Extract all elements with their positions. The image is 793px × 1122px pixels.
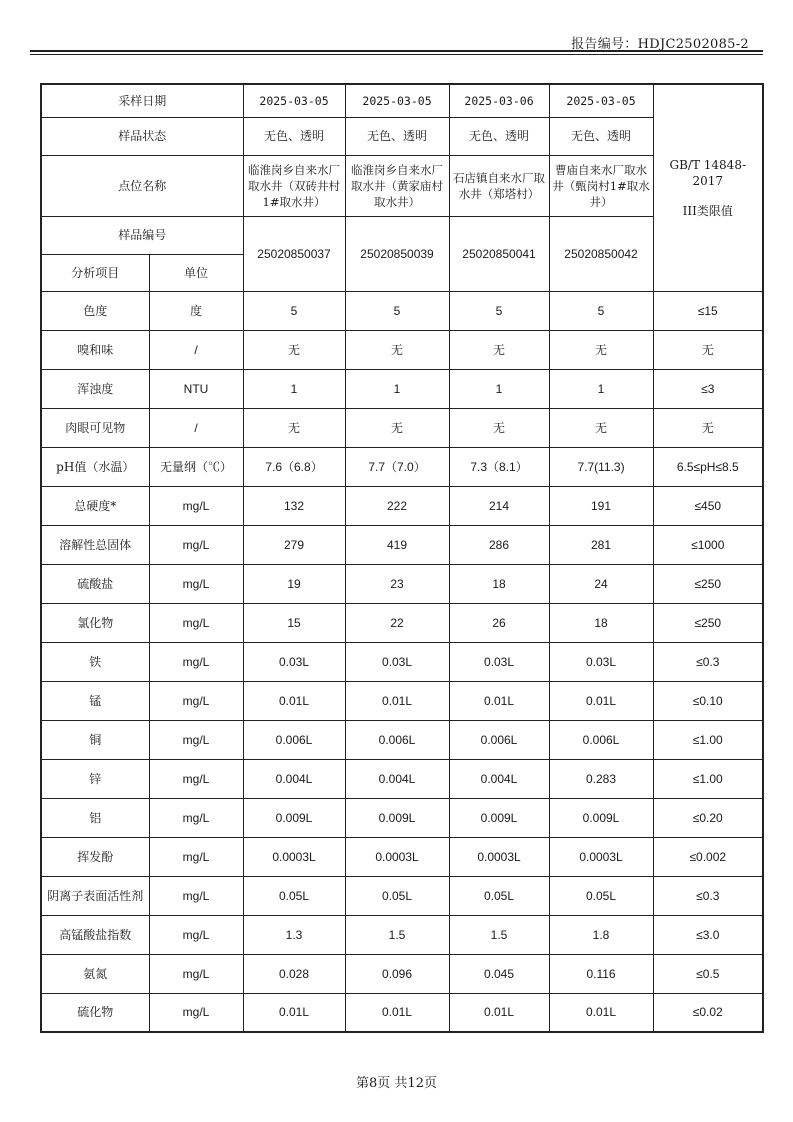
analysis-item: 高锰酸盐指数 bbox=[41, 915, 149, 954]
result-row bbox=[41, 759, 763, 798]
sample-2-value: 222 bbox=[345, 486, 449, 525]
sample-3-value: 7.3（8.1） bbox=[449, 447, 549, 486]
sample-2-date: 2025-03-05 bbox=[345, 84, 449, 117]
result-row bbox=[41, 564, 763, 603]
sample-3-value: 0.0003L bbox=[449, 837, 549, 876]
sample-1-value: 15 bbox=[243, 603, 345, 642]
standard-limit-header bbox=[653, 84, 763, 291]
limit-value: ≤1.00 bbox=[653, 759, 763, 798]
unit: mg/L bbox=[149, 564, 243, 603]
result-row bbox=[41, 291, 763, 330]
result-row bbox=[41, 408, 763, 447]
limit-value: ≤250 bbox=[653, 564, 763, 603]
sample-3-value: 无 bbox=[449, 408, 549, 447]
unit: mg/L bbox=[149, 681, 243, 720]
result-row bbox=[41, 369, 763, 408]
sample-2-value: 无 bbox=[345, 408, 449, 447]
analysis-item: 色度 bbox=[41, 291, 149, 330]
analysis-item: 肉眼可见物 bbox=[41, 408, 149, 447]
unit: NTU bbox=[149, 369, 243, 408]
sample-3-value: 0.05L bbox=[449, 876, 549, 915]
sample-2-value: 5 bbox=[345, 291, 449, 330]
sample-2-value: 1.5 bbox=[345, 915, 449, 954]
sample-4-code: 25020850042 bbox=[549, 216, 653, 291]
sample-4-value: 0.116 bbox=[549, 954, 653, 993]
sample-3-value: 0.03L bbox=[449, 642, 549, 681]
sample-4-value: 281 bbox=[549, 525, 653, 564]
sample-3-value: 1.5 bbox=[449, 915, 549, 954]
result-row bbox=[41, 720, 763, 759]
sample-2-value: 0.096 bbox=[345, 954, 449, 993]
sample-1-value: 1.3 bbox=[243, 915, 345, 954]
sample-1-site: 临淮岗乡自来水厂取水井（双砖井村1#取水井） bbox=[243, 155, 345, 216]
sample-1-value: 0.006L bbox=[243, 720, 345, 759]
unit: 无量纲（℃） bbox=[149, 447, 243, 486]
sample-4-value: 1 bbox=[549, 369, 653, 408]
sample-2-code: 25020850039 bbox=[345, 216, 449, 291]
sample-4-value: 无 bbox=[549, 408, 653, 447]
label-sampling-date: 采样日期 bbox=[41, 84, 243, 117]
sample-1-value: 0.05L bbox=[243, 876, 345, 915]
unit: 度 bbox=[149, 291, 243, 330]
sample-2-site: 临淮岗乡自来水厂取水井（黄家庙村取水井） bbox=[345, 155, 449, 216]
sample-1-value: 279 bbox=[243, 525, 345, 564]
analysis-item: 挥发酚 bbox=[41, 837, 149, 876]
unit: mg/L bbox=[149, 486, 243, 525]
result-row bbox=[41, 876, 763, 915]
sample-4-value: 0.0003L bbox=[549, 837, 653, 876]
result-row bbox=[41, 681, 763, 720]
result-row bbox=[41, 330, 763, 369]
sample-4-state: 无色、透明 bbox=[549, 117, 653, 155]
sample-1-value: 7.6（6.8） bbox=[243, 447, 345, 486]
analysis-item: 硫酸盐 bbox=[41, 564, 149, 603]
label-sample-number: 样品编号 bbox=[41, 216, 243, 254]
analysis-item: pH值（水温） bbox=[41, 447, 149, 486]
sample-3-code: 25020850041 bbox=[449, 216, 549, 291]
result-row bbox=[41, 798, 763, 837]
analysis-item: 总硬度* bbox=[41, 486, 149, 525]
sample-3-state: 无色、透明 bbox=[449, 117, 549, 155]
sample-4-value: 无 bbox=[549, 330, 653, 369]
sample-4-value: 1.8 bbox=[549, 915, 653, 954]
result-row bbox=[41, 486, 763, 525]
unit: / bbox=[149, 330, 243, 369]
sample-1-date: 2025-03-05 bbox=[243, 84, 345, 117]
limit-value: 无 bbox=[653, 408, 763, 447]
limit-value: ≤0.5 bbox=[653, 954, 763, 993]
analysis-item: 氨氮 bbox=[41, 954, 149, 993]
sample-3-value: 18 bbox=[449, 564, 549, 603]
sample-2-value: 0.05L bbox=[345, 876, 449, 915]
sample-1-code: 25020850037 bbox=[243, 216, 345, 291]
analysis-item: 锰 bbox=[41, 681, 149, 720]
sample-1-value: 0.009L bbox=[243, 798, 345, 837]
sample-3-value: 0.004L bbox=[449, 759, 549, 798]
limit-value: 6.5≤pH≤8.5 bbox=[653, 447, 763, 486]
limit-value: ≤3.0 bbox=[653, 915, 763, 954]
limit-value: ≤0.002 bbox=[653, 837, 763, 876]
analysis-item: 铜 bbox=[41, 720, 149, 759]
sample-1-value: 132 bbox=[243, 486, 345, 525]
label-unit: 单位 bbox=[149, 254, 243, 291]
limit-value: ≤0.10 bbox=[653, 681, 763, 720]
label-site-name: 点位名称 bbox=[41, 155, 243, 216]
result-row bbox=[41, 603, 763, 642]
limit-value: ≤15 bbox=[653, 291, 763, 330]
sample-2-value: 0.01L bbox=[345, 681, 449, 720]
sample-3-value: 214 bbox=[449, 486, 549, 525]
unit: mg/L bbox=[149, 798, 243, 837]
sample-1-value: 0.01L bbox=[243, 993, 345, 1032]
limit-value: ≤0.20 bbox=[653, 798, 763, 837]
sample-2-value: 0.0003L bbox=[345, 837, 449, 876]
sample-3-value: 0.01L bbox=[449, 681, 549, 720]
sample-4-value: 0.01L bbox=[549, 993, 653, 1032]
standard-year: 2017 bbox=[692, 173, 724, 188]
sample-1-value: 无 bbox=[243, 330, 345, 369]
limit-value: ≤1000 bbox=[653, 525, 763, 564]
sample-1-value: 5 bbox=[243, 291, 345, 330]
analysis-item: 锌 bbox=[41, 759, 149, 798]
sample-3-value: 1 bbox=[449, 369, 549, 408]
unit: mg/L bbox=[149, 642, 243, 681]
standard-code: GB/T 14848- bbox=[669, 157, 747, 172]
unit: mg/L bbox=[149, 603, 243, 642]
analysis-item: 溶解性总固体 bbox=[41, 525, 149, 564]
analysis-item: 浑浊度 bbox=[41, 369, 149, 408]
unit: mg/L bbox=[149, 837, 243, 876]
result-row bbox=[41, 915, 763, 954]
sample-4-value: 18 bbox=[549, 603, 653, 642]
sample-1-value: 0.004L bbox=[243, 759, 345, 798]
sample-3-value: 26 bbox=[449, 603, 549, 642]
result-row bbox=[41, 525, 763, 564]
sample-3-value: 0.01L bbox=[449, 993, 549, 1032]
analysis-item: 氯化物 bbox=[41, 603, 149, 642]
result-row bbox=[41, 447, 763, 486]
sample-3-value: 0.009L bbox=[449, 798, 549, 837]
unit: mg/L bbox=[149, 759, 243, 798]
analysis-results-table bbox=[40, 83, 764, 1033]
limit-value: ≤1.00 bbox=[653, 720, 763, 759]
sample-4-site: 曹庙自来水厂取水井（甄岗村1#取水井） bbox=[549, 155, 653, 216]
unit: mg/L bbox=[149, 525, 243, 564]
sample-4-value: 0.03L bbox=[549, 642, 653, 681]
unit: mg/L bbox=[149, 876, 243, 915]
sample-4-value: 0.283 bbox=[549, 759, 653, 798]
sample-3-site: 石店镇自来水厂取水井（郑塔村） bbox=[449, 155, 549, 216]
sample-2-value: 0.006L bbox=[345, 720, 449, 759]
report-number: 报告编号：HDJC2502085-2 bbox=[571, 37, 749, 52]
sample-1-value: 无 bbox=[243, 408, 345, 447]
sample-3-value: 0.006L bbox=[449, 720, 549, 759]
row-sampling-date bbox=[41, 84, 763, 117]
analysis-item: 嗅和味 bbox=[41, 330, 149, 369]
limit-value: 无 bbox=[653, 330, 763, 369]
sample-1-state: 无色、透明 bbox=[243, 117, 345, 155]
sample-2-value: 419 bbox=[345, 525, 449, 564]
sample-4-value: 0.05L bbox=[549, 876, 653, 915]
standard-class: III类限值 bbox=[682, 203, 733, 218]
result-row bbox=[41, 837, 763, 876]
sample-3-value: 286 bbox=[449, 525, 549, 564]
sample-1-value: 1 bbox=[243, 369, 345, 408]
sample-2-value: 无 bbox=[345, 330, 449, 369]
analysis-item: 阴离子表面活性剂 bbox=[41, 876, 149, 915]
unit: mg/L bbox=[149, 915, 243, 954]
sample-2-value: 23 bbox=[345, 564, 449, 603]
sample-2-value: 1 bbox=[345, 369, 449, 408]
limit-value: ≤250 bbox=[653, 603, 763, 642]
limit-value: ≤3 bbox=[653, 369, 763, 408]
sample-1-value: 0.0003L bbox=[243, 837, 345, 876]
analysis-item: 硫化物 bbox=[41, 993, 149, 1032]
unit: / bbox=[149, 408, 243, 447]
sample-4-value: 5 bbox=[549, 291, 653, 330]
sample-2-value: 0.009L bbox=[345, 798, 449, 837]
limit-value: ≤450 bbox=[653, 486, 763, 525]
sample-2-state: 无色、透明 bbox=[345, 117, 449, 155]
sample-1-value: 0.028 bbox=[243, 954, 345, 993]
unit: mg/L bbox=[149, 993, 243, 1032]
sample-4-value: 0.006L bbox=[549, 720, 653, 759]
sample-2-value: 0.03L bbox=[345, 642, 449, 681]
limit-value: ≤0.3 bbox=[653, 642, 763, 681]
sample-1-value: 0.03L bbox=[243, 642, 345, 681]
sample-3-date: 2025-03-06 bbox=[449, 84, 549, 117]
sample-3-value: 5 bbox=[449, 291, 549, 330]
sample-2-value: 0.01L bbox=[345, 993, 449, 1032]
sample-1-value: 0.01L bbox=[243, 681, 345, 720]
result-row bbox=[41, 993, 763, 1032]
unit: mg/L bbox=[149, 954, 243, 993]
sample-4-value: 191 bbox=[549, 486, 653, 525]
sample-2-value: 0.004L bbox=[345, 759, 449, 798]
sample-4-value: 0.01L bbox=[549, 681, 653, 720]
sample-3-value: 0.045 bbox=[449, 954, 549, 993]
analysis-item: 铁 bbox=[41, 642, 149, 681]
page-footer: 第8页 共12页 bbox=[356, 1076, 437, 1091]
result-row bbox=[41, 954, 763, 993]
label-sample-state: 样品状态 bbox=[41, 117, 243, 155]
result-row bbox=[41, 642, 763, 681]
limit-value: ≤0.3 bbox=[653, 876, 763, 915]
header-rule bbox=[30, 50, 763, 52]
sample-4-value: 24 bbox=[549, 564, 653, 603]
header-rule-thin bbox=[30, 54, 763, 55]
sample-1-value: 19 bbox=[243, 564, 345, 603]
sample-2-value: 22 bbox=[345, 603, 449, 642]
analysis-item: 铝 bbox=[41, 798, 149, 837]
sample-2-value: 7.7（7.0） bbox=[345, 447, 449, 486]
label-analysis-item: 分析项目 bbox=[41, 254, 149, 291]
sample-4-value: 7.7(11.3) bbox=[549, 447, 653, 486]
sample-4-value: 0.009L bbox=[549, 798, 653, 837]
limit-value: ≤0.02 bbox=[653, 993, 763, 1032]
sample-3-value: 无 bbox=[449, 330, 549, 369]
unit: mg/L bbox=[149, 720, 243, 759]
sample-4-date: 2025-03-05 bbox=[549, 84, 653, 117]
